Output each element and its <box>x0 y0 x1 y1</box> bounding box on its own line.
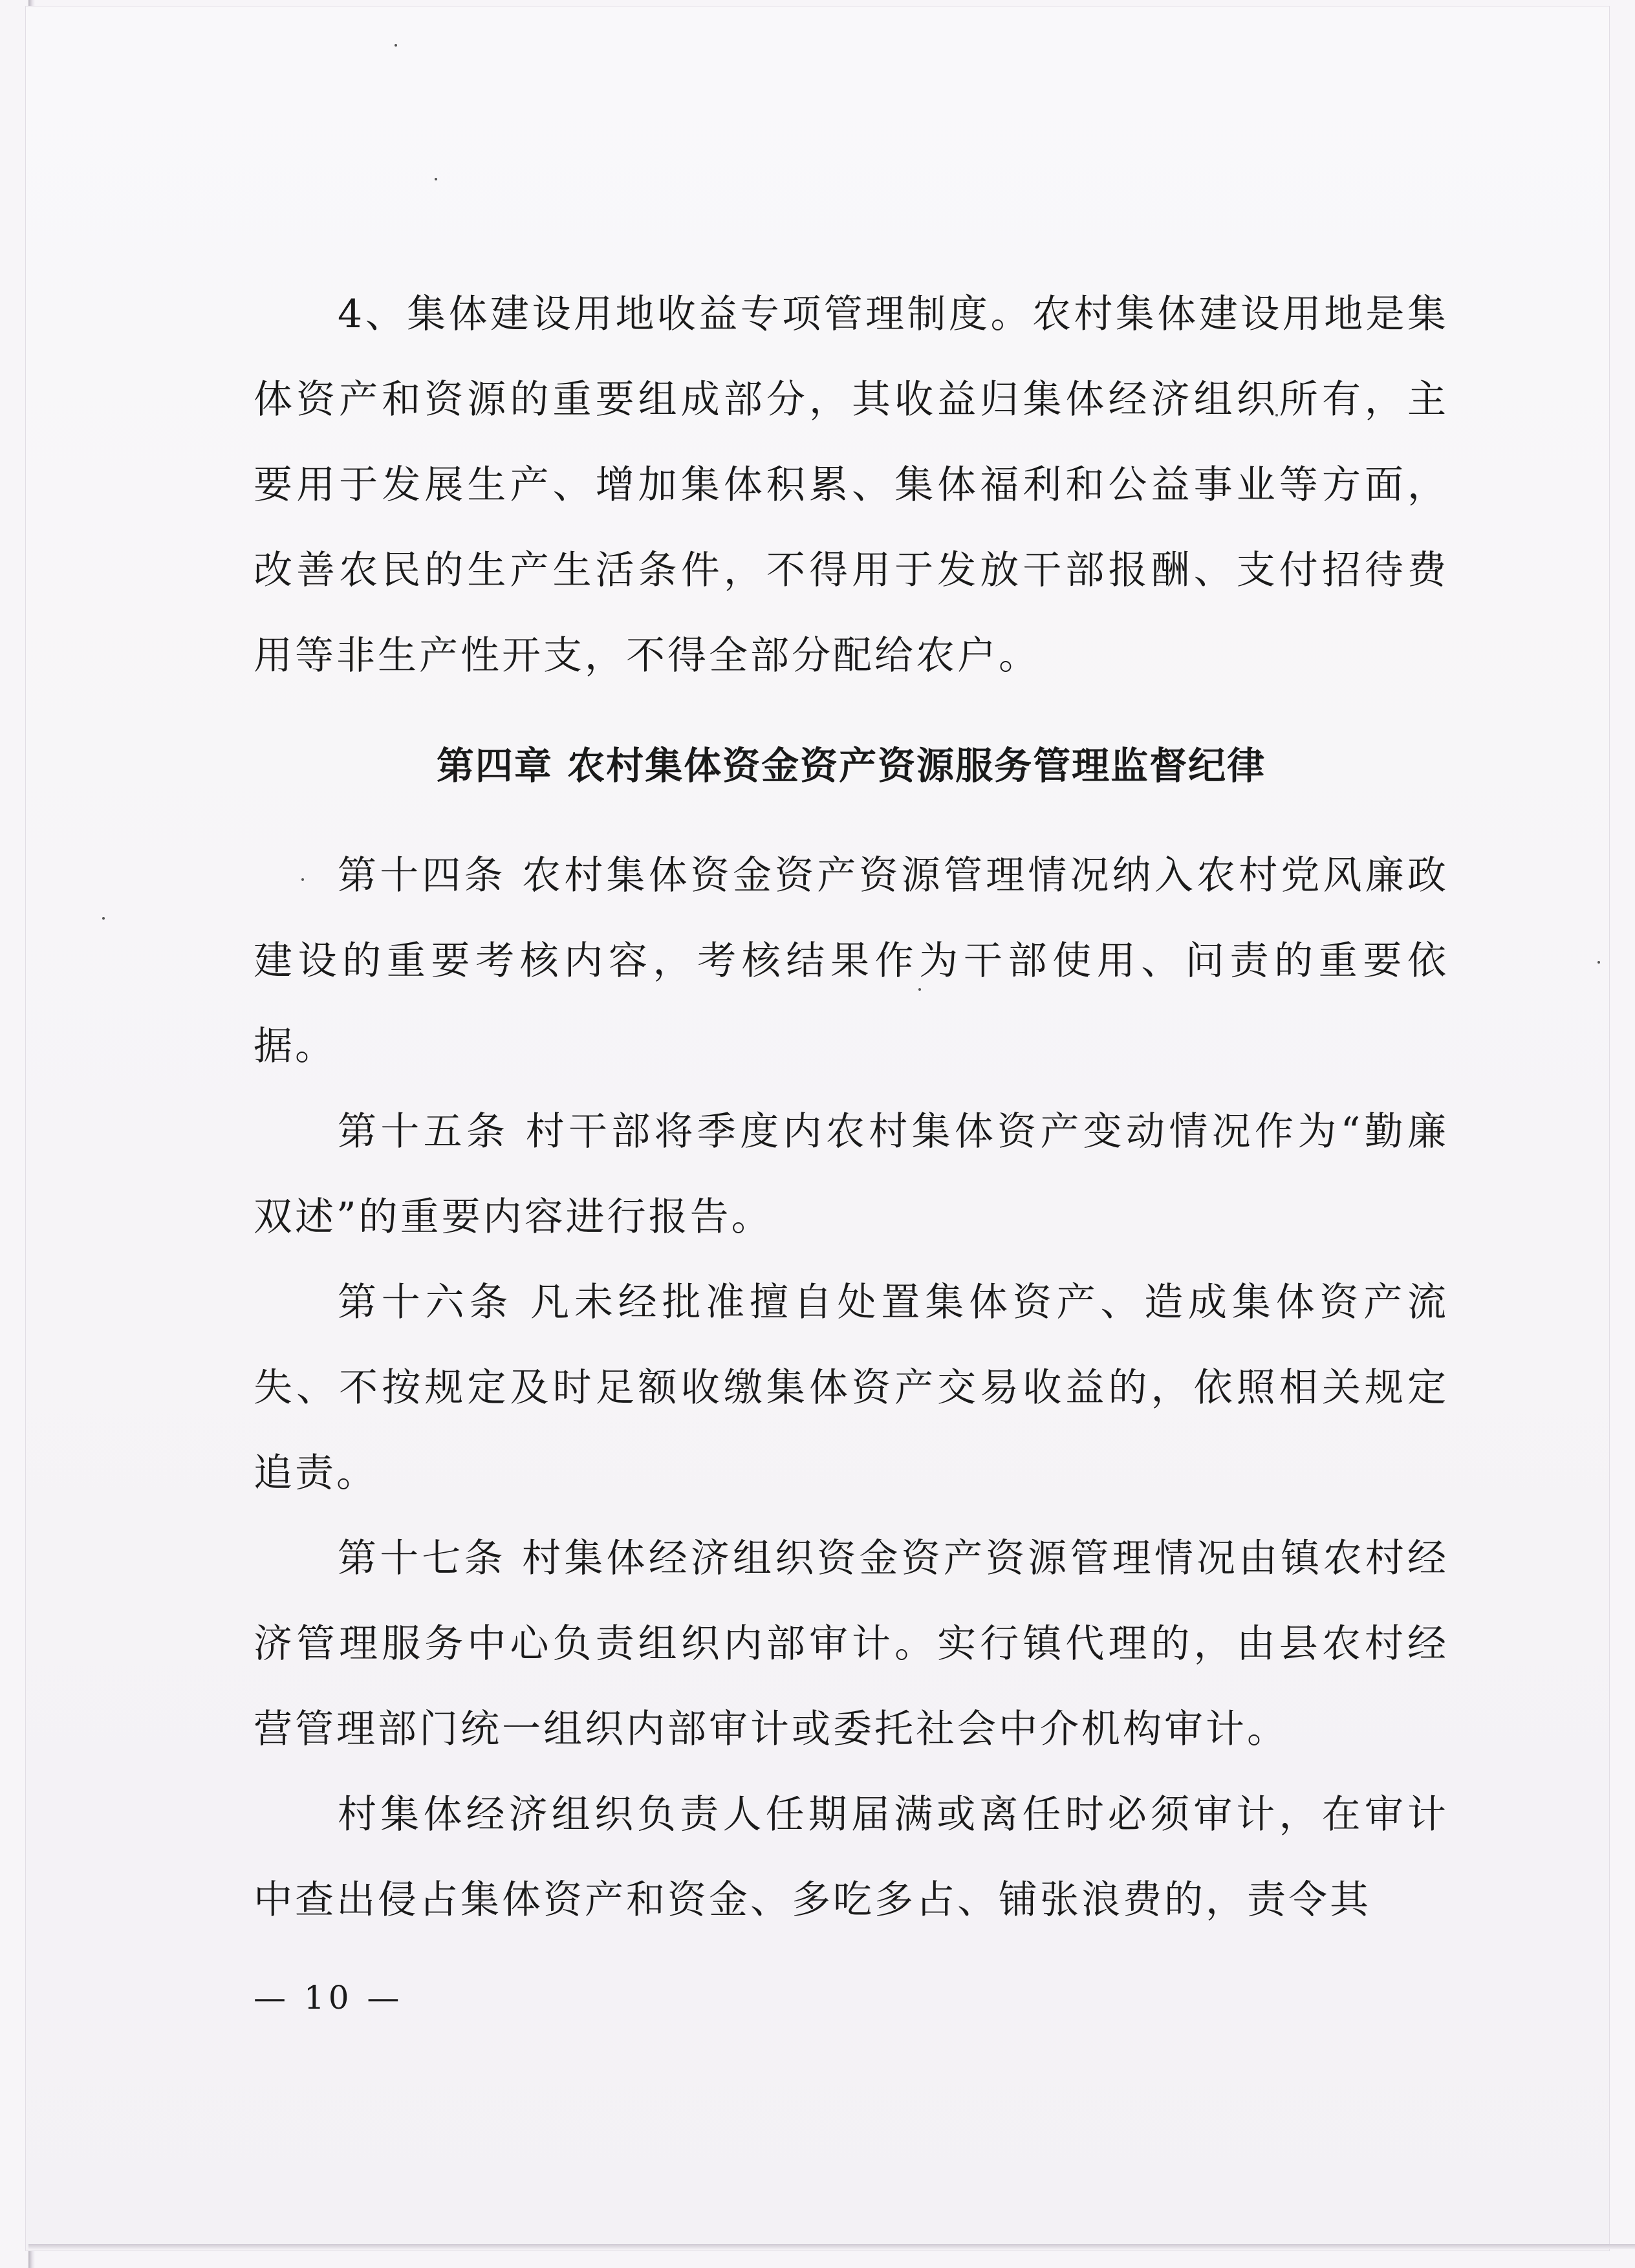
article-14: 第十四条 农村集体资金资产资源管理情况纳入农村党风廉政建设的重要考核内容，考核结果作为干部使用、问责的重要依据。 <box>254 853 1449 1069</box>
scan-speck <box>435 178 437 180</box>
article-16: 第十六条 凡未经批准擅自处置集体资产、造成集体资产流失、不按规定及时足额收缴集体资产交易收益的，依照相关规定追责。 <box>254 1280 1449 1496</box>
scan-speck <box>1597 961 1600 964</box>
chapter-heading: 第四章 农村集体资金资产资源服务管理监督纪律 <box>436 744 1266 788</box>
paragraph-collective-land-income: 4、集体建设用地收益专项管理制度。农村集体建设用地是集体资产和资源的重要组成部分，其收益归集体经济组织所有，主要用于发展生产、增加集体积累、集体福利和公益事业等方面，改善农民的生产生活条件，不得用于发放干部报酬、支付招待费用等非生产性开支，不得全部分配给农户。 <box>254 292 1449 678</box>
document-body <box>254 272 1449 1943</box>
scan-speck <box>395 44 397 47</box>
article-15: 第十五条 村干部将季度内农村集体资产变动情况作为“勤廉双述”的重要内容进行报告。 <box>254 1109 1449 1240</box>
article-17: 第十七条 村集体经济组织资金资产资源管理情况由镇农村经济管理服务中心负责组织内部审计。实行镇代理的，由县农村经营管理部门统一组织内部审计或委托社会中介机构审计。 <box>254 1536 1449 1752</box>
page-bottom-edge <box>28 2244 1635 2249</box>
scan-speck <box>102 917 105 920</box>
page-number: — 10 — <box>254 1979 404 2016</box>
paragraph-audit-tenure: 村集体经济组织负责人任期届满或离任时必须审计，在审计中查出侵占集体资产和资金、多吃多占、铺张浪费的，责令其 <box>254 1792 1449 1923</box>
